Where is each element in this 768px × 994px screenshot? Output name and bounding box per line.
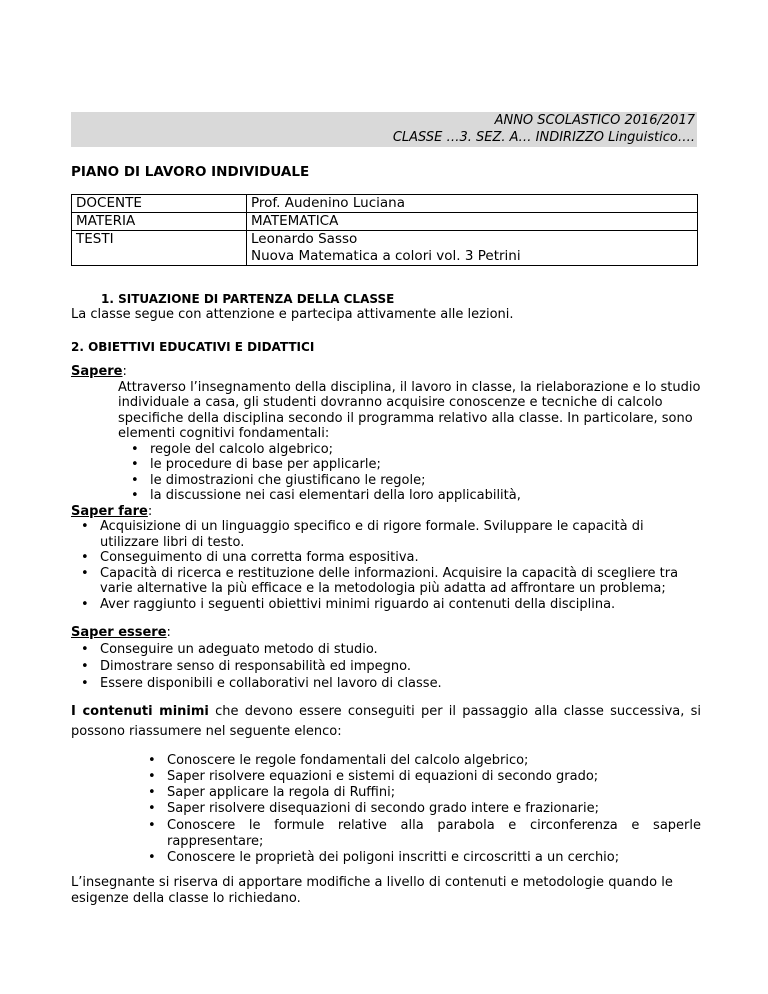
saper-fare-heading: Saper fare: xyxy=(71,503,153,519)
docente-value: Prof. Audenino Luciana xyxy=(247,195,698,213)
saper-essere-heading: Saper essere: xyxy=(71,625,171,640)
materia-value: MATEMATICA xyxy=(247,213,698,231)
list-item: • Saper risolvere disequazioni di secondo grado intere e frazionarie; xyxy=(167,801,701,817)
list-item: • Saper applicare la regola di Ruffini; xyxy=(167,785,701,801)
document-title: PIANO DI LAVORO INDIVIDUALE xyxy=(71,164,310,180)
list-item: • regole del calcolo algebrico; xyxy=(150,442,701,458)
list-item: • Essere disponibili e collaborativi nel lavoro di classe. xyxy=(100,675,701,692)
testi-author: Leonardo Sasso xyxy=(251,231,358,247)
contenuti-minimi-bold: I contenuti minimi xyxy=(71,703,209,719)
sapere-label: Sapere xyxy=(71,364,123,379)
list-item: • Capacità di ricerca e restituzione delle informazioni. Acquisire la capacità di scegliere tra varie alternative la più efficace e la metodologia più adatta ad affrontare un problema; xyxy=(100,566,701,597)
section1-title: 1. SITUAZIONE DI PARTENZA DELLA CLASSE xyxy=(101,292,395,306)
closing-text: L’insegnante si riserva di apportare modifiche a livello di contenuti e metodologie quando le esigenze della classe lo richiedano. xyxy=(71,874,673,906)
saper-essere-list xyxy=(71,641,701,692)
list-item: • Dimostrare senso di responsabilità ed impegno. xyxy=(100,658,701,675)
sapere-heading: Sapere: xyxy=(71,364,127,379)
table-row xyxy=(72,213,698,231)
list-item: • Conoscere le formule relative alla parabola e circonferenza e saperle xyxy=(167,818,701,834)
list-item: • Conseguimento di una corretta forma espositiva. xyxy=(100,550,701,566)
list-item: • Acquisizione di un linguaggio specifico e di rigore formale. Sviluppare le capacità di utilizzare libri di testo. xyxy=(100,519,701,550)
table-row xyxy=(72,195,698,213)
objectives-block xyxy=(71,364,701,907)
header-box xyxy=(71,112,697,147)
sapere-intro: Attraverso l’insegnamento della disciplina, il lavoro in classe, la rielaborazione e lo studio individuale a casa, gli studenti dovranno acquisire conoscenze e tecniche di calcolo specifiche della disciplina secondo il programma relativo alla classe. In particolare, sono elementi cognitivi fondamentali: xyxy=(118,379,701,441)
list-item: • Conoscere le proprietà dei poligoni inscritti e circoscritti a un cerchio; xyxy=(167,850,701,866)
testi-label: TESTI xyxy=(72,231,247,266)
saper-fare-label: Saper fare xyxy=(71,503,148,519)
table-row xyxy=(72,231,698,266)
section1-text: La classe segue con attenzione e partecipa attivamente alle lezioni. xyxy=(71,307,514,322)
list-item: • Conseguire un adeguato metodo di studio. xyxy=(100,641,701,658)
list-item: • le dimostrazioni che giustificano le regole; xyxy=(150,473,701,489)
sapere-list xyxy=(71,442,701,504)
testi-value xyxy=(247,231,698,266)
materia-label: MATERIA xyxy=(72,213,247,231)
list-item: • Aver raggiunto i seguenti obiettivi minimi riguardo ai contenuti della disciplina. xyxy=(100,597,701,613)
list-item: • Conoscere le regole fondamentali del calcolo algebrico; xyxy=(167,753,701,769)
class-info: CLASSE …3. SEZ. A… INDIRIZZO Linguistico…. xyxy=(392,130,695,145)
contenuti-minimi-text: che devono essere conseguiti per il passaggio alla classe successiva, si possono riassumere nel seguente elenco: xyxy=(71,703,701,739)
list-item: • Saper risolvere equazioni e sistemi di equazioni di secondo grado; xyxy=(167,769,701,785)
contenuti-minimi-list xyxy=(71,753,701,867)
list-item-continuation: rappresentare; xyxy=(167,833,264,849)
list-item: • le procedure di base per applicarle; xyxy=(150,457,701,473)
saper-essere-label: Saper essere xyxy=(71,625,167,640)
section2-title: 2. OBIETTIVI EDUCATIVI E DIDATTICI xyxy=(71,340,315,354)
testi-book: Nuova Matematica a colori vol. 3 Petrini xyxy=(251,248,521,264)
info-table xyxy=(71,194,698,266)
list-item: • la discussione nei casi elementari della loro applicabilità, xyxy=(150,488,701,504)
contenuti-minimi-intro xyxy=(71,702,701,742)
saper-fare-list xyxy=(71,519,701,612)
docente-label: DOCENTE xyxy=(72,195,247,213)
school-year: ANNO SCOLASTICO 2016/2017 xyxy=(494,113,695,128)
